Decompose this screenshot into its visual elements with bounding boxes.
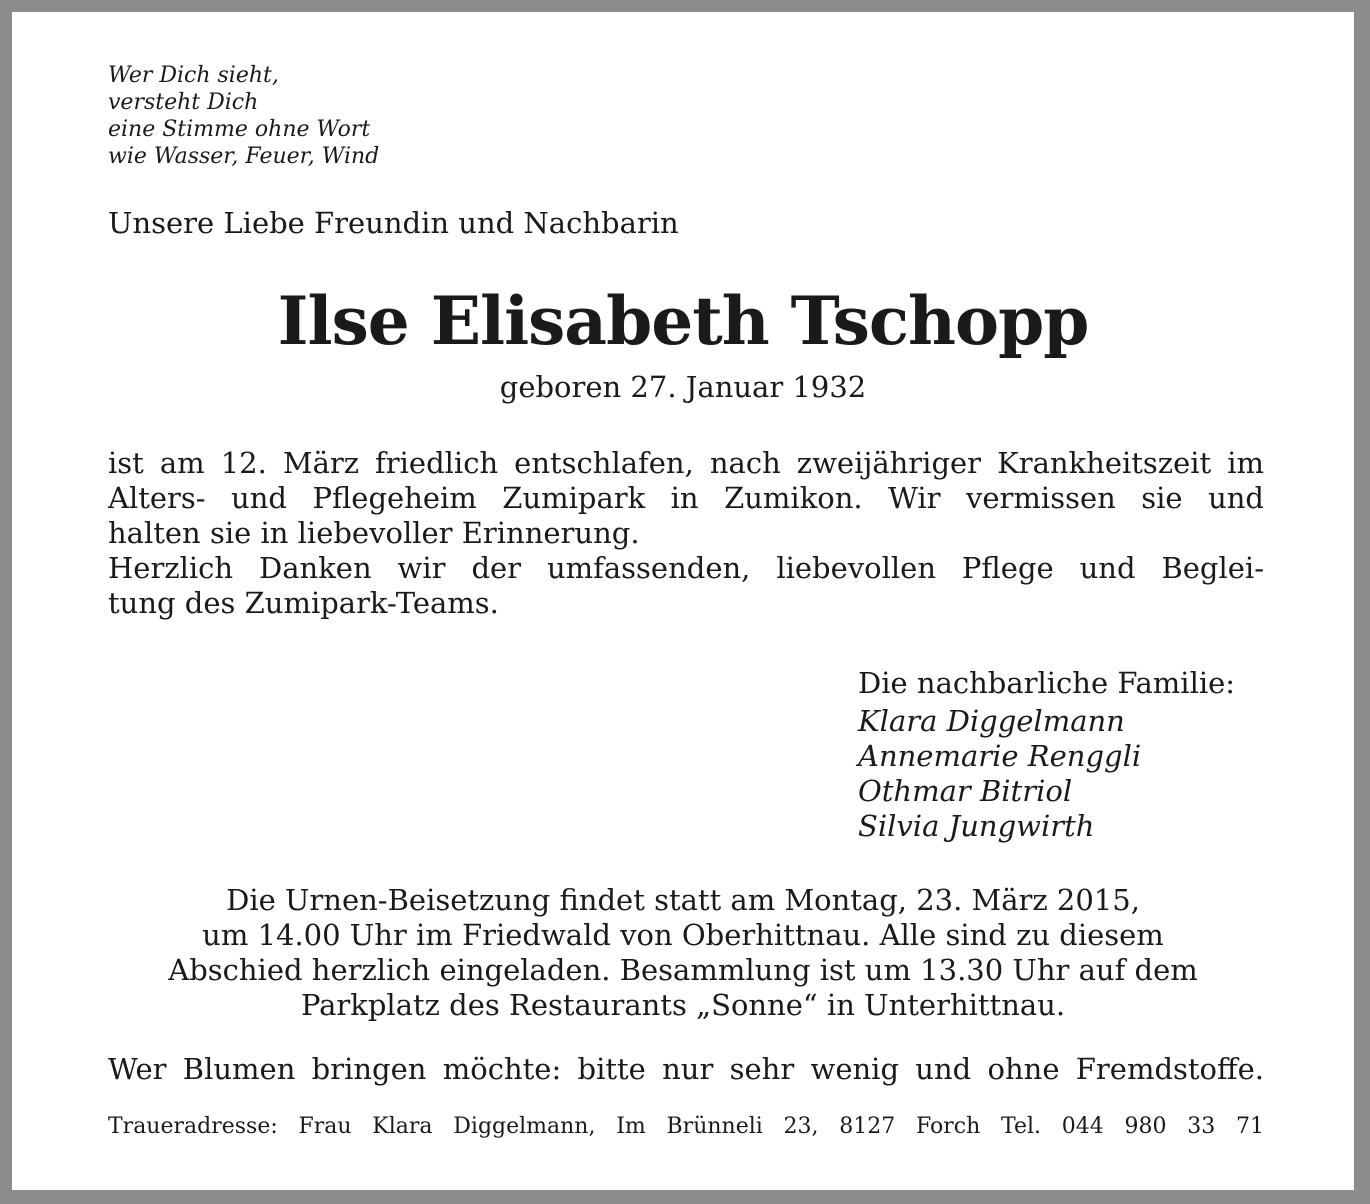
body-line: ist am 12. März friedlich entschlafen, nach zweijähriger Krankheitszeit im [108,446,1264,480]
family-member: Othmar Bitriol [858,774,1073,808]
body-line: Alters- und Pflegeheim Zumipark in Zumikon. Wir vermissen sie und [108,481,1264,515]
birth-date: geboren 27. Januar 1932 [499,370,867,404]
motto-line: eine Stimme ohne Wort [108,117,371,142]
ceremony-line: Die Urnen-Beisetzung findet statt am Montag, 23. März 2015, [226,883,1140,917]
family-label: Die nachbarliche Familie: [858,666,1236,700]
family-signature [858,666,1235,844]
deceased-name: Ilse Elisabeth Tschopp [277,282,1089,360]
ceremony-line: Parkplatz des Restaurants „Sonne“ in Unterhittnau. [300,988,1066,1022]
body-text [108,446,1264,621]
flowers-note: Wer Blumen bringen möchte: bitte nur sehr wenig und ohne Fremdstoffe. [108,1052,1264,1086]
motto-verse [108,62,379,170]
motto-line: Wer Dich sieht, [108,63,279,88]
obituary-notice [12,12,1354,1190]
body-line: Herzlich Danken wir der umfassenden, liebevollen Pflege und Beglei- [108,551,1264,585]
body-line: halten sie in liebevoller Erinnerung. [108,516,640,550]
family-member: Silvia Jungwirth [858,809,1095,843]
body-line: tung des Zumipark-Teams. [108,586,499,620]
motto-line: versteht Dich [108,90,259,115]
intro-line: Unsere Liebe Freundin und Nachbarin [108,206,679,240]
mourning-address: Traueradresse: Frau Klara Diggelmann, Im Brünneli 23, 8127 Forch Tel. 044 980 33 71 [108,1114,1264,1139]
ceremony-line: um 14.00 Uhr im Friedwald von Oberhittnau. Alle sind zu diesem [202,918,1164,952]
ceremony-info [12,883,1354,1023]
family-member: Annemarie Renggli [858,739,1142,773]
family-member: Klara Diggelmann [858,704,1125,738]
motto-line: wie Wasser, Feuer, Wind [108,144,380,169]
ceremony-line: Abschied herzlich eingeladen. Besammlung ist um 13.30 Uhr auf dem [168,953,1198,987]
